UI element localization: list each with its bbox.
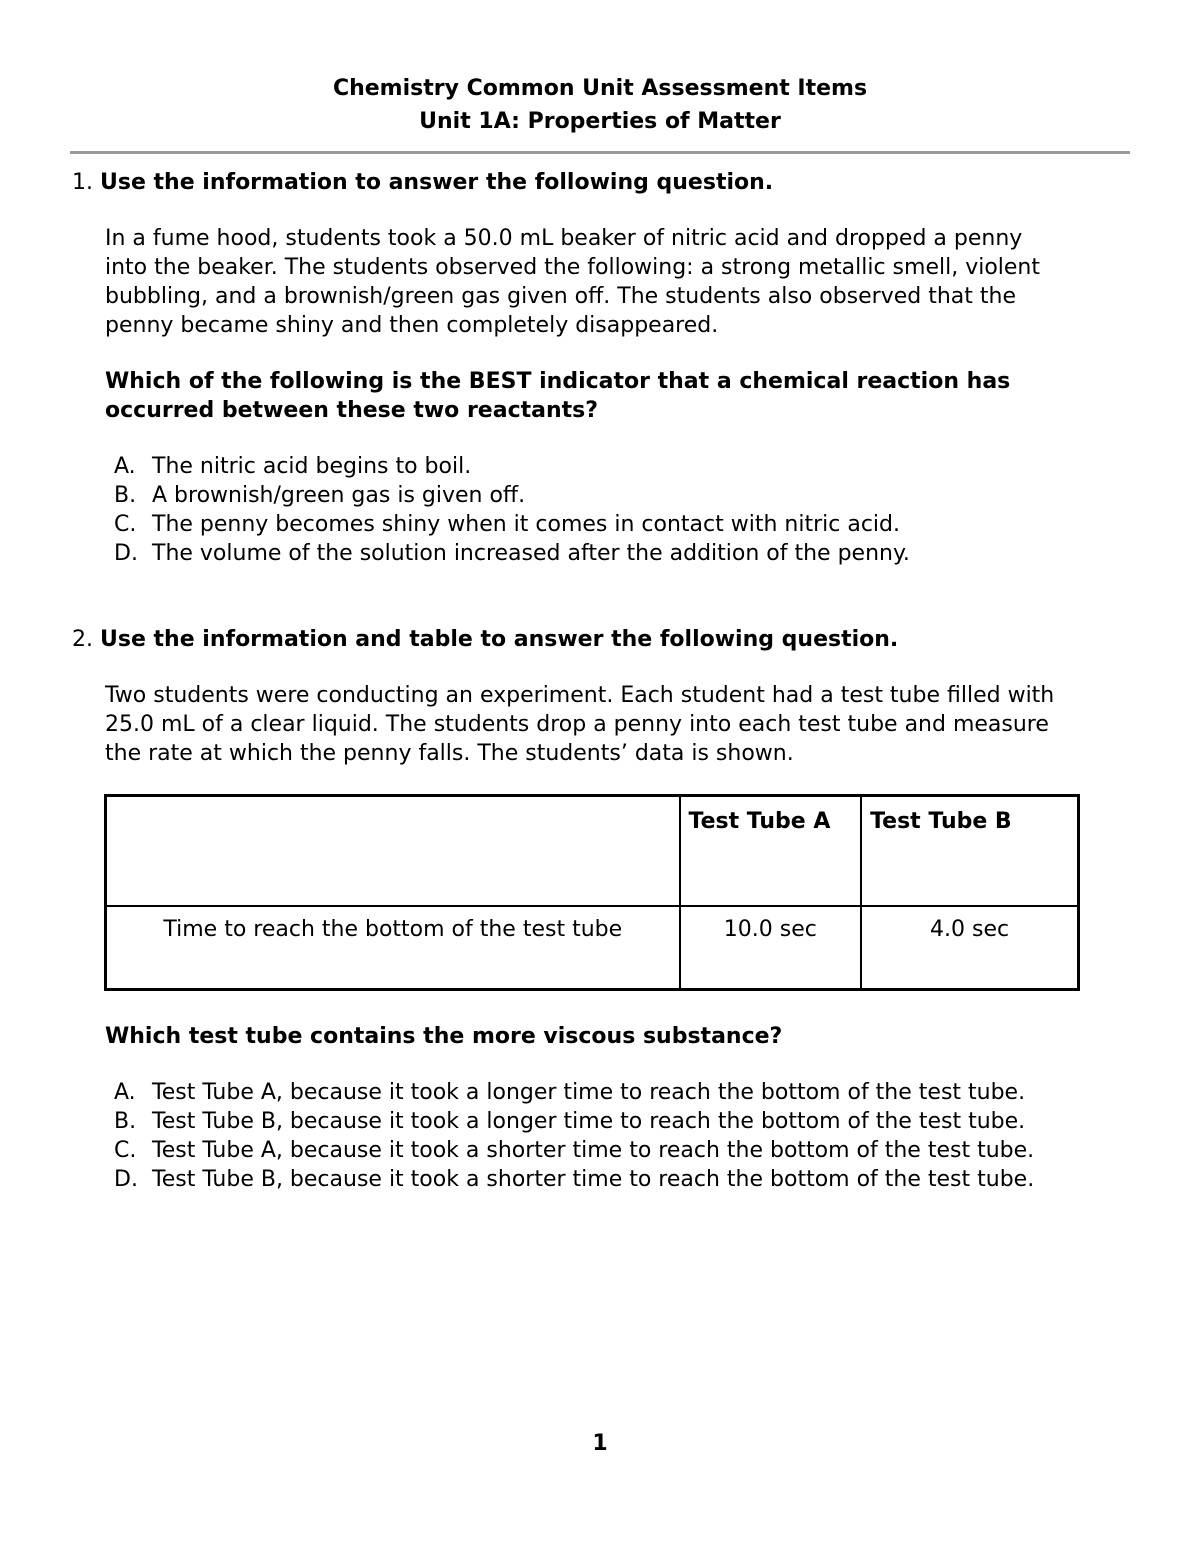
option-letter: C. xyxy=(114,512,137,537)
data-table xyxy=(104,794,1080,991)
header-divider xyxy=(70,151,1130,154)
option-text: The volume of the solution increased after the addition of the penny. xyxy=(152,541,910,566)
question-2-options xyxy=(114,1078,1152,1194)
table-header-row xyxy=(106,796,1079,907)
answer-option-a[interactable] xyxy=(114,452,1152,481)
option-text: The penny becomes shiny when it comes in contact with nitric acid. xyxy=(152,512,900,537)
table-cell: 4.0 sec xyxy=(861,906,1078,990)
passage-line: In a fume hood, students took a 50.0 mL beaker of nitric acid and dropped a penny xyxy=(105,226,1023,251)
answer-option-c[interactable] xyxy=(114,510,1152,539)
question-1-passage xyxy=(105,224,1145,340)
prompt-line: Which test tube contains the more viscous substance? xyxy=(105,1024,783,1049)
document-subtitle: Unit 1A: Properties of Matter xyxy=(419,109,781,134)
question-1-number: 1. xyxy=(72,170,93,195)
table-cell: Time to reach the bottom of the test tube xyxy=(106,906,680,990)
question-2-passage xyxy=(105,681,1145,768)
question-1-lead xyxy=(72,168,1152,197)
passage-line: the rate at which the penny falls. The students’ data is shown. xyxy=(105,741,794,766)
option-letter: B. xyxy=(114,483,137,508)
document-title: Chemistry Common Unit Assessment Items xyxy=(332,76,868,101)
option-text: Test Tube A, because it took a shorter time to reach the bottom of the test tube. xyxy=(152,1138,1035,1163)
question-1-prompt xyxy=(105,367,1105,425)
option-letter: C. xyxy=(114,1138,137,1163)
option-text: Test Tube B, because it took a shorter time to reach the bottom of the test tube. xyxy=(152,1167,1035,1192)
passage-line: 25.0 mL of a clear liquid. The students drop a penny into each test tube and measure xyxy=(105,712,1049,737)
option-letter: B. xyxy=(114,1109,137,1134)
question-1 xyxy=(72,168,1152,568)
question-2 xyxy=(72,625,1152,768)
prompt-line: occurred between these two reactants? xyxy=(105,398,599,423)
prompt-line: Which of the following is the BEST indicator that a chemical reaction has xyxy=(105,369,1011,394)
option-text: The nitric acid begins to boil. xyxy=(152,454,472,479)
answer-option-b[interactable] xyxy=(114,481,1152,510)
option-text: Test Tube A, because it took a longer time to reach the bottom of the test tube. xyxy=(152,1080,1026,1105)
option-letter: D. xyxy=(114,1167,138,1192)
passage-line: bubbling, and a brownish/green gas given off. The students also observed that the xyxy=(105,284,1017,309)
answer-option-c[interactable] xyxy=(114,1136,1152,1165)
answer-option-b[interactable] xyxy=(114,1107,1152,1136)
question-2-number: 2. xyxy=(72,627,93,652)
question-2-lead xyxy=(72,625,1152,654)
question-2-instruction: Use the information and table to answer the following question. xyxy=(100,627,899,652)
passage-line: into the beaker. The students observed the following: a strong metallic smell, violent xyxy=(105,255,1040,280)
question-2-continued xyxy=(72,1022,1152,1194)
answer-option-d[interactable] xyxy=(114,539,1152,568)
table-header-cell xyxy=(106,796,680,907)
document-header xyxy=(0,72,1200,138)
option-letter: D. xyxy=(114,541,138,566)
answer-option-a[interactable] xyxy=(114,1078,1152,1107)
passage-line: Two students were conducting an experiment. Each student had a test tube filled with xyxy=(105,683,1055,708)
question-1-instruction: Use the information to answer the following question. xyxy=(100,170,774,195)
option-letter: A. xyxy=(114,454,136,479)
option-text: A brownish/green gas is given off. xyxy=(152,483,526,508)
table-cell: 10.0 sec xyxy=(680,906,862,990)
table-row xyxy=(106,906,1079,990)
passage-line: penny became shiny and then completely disappeared. xyxy=(105,313,719,338)
option-text: Test Tube B, because it took a longer time to reach the bottom of the test tube. xyxy=(152,1109,1026,1134)
table-header-cell: Test Tube B xyxy=(861,796,1078,907)
question-2-prompt xyxy=(105,1022,1105,1051)
page-number: 1 xyxy=(592,1431,608,1456)
option-letter: A. xyxy=(114,1080,136,1105)
question-1-options xyxy=(114,452,1152,568)
table-header-cell: Test Tube A xyxy=(680,796,862,907)
answer-option-d[interactable] xyxy=(114,1165,1152,1194)
